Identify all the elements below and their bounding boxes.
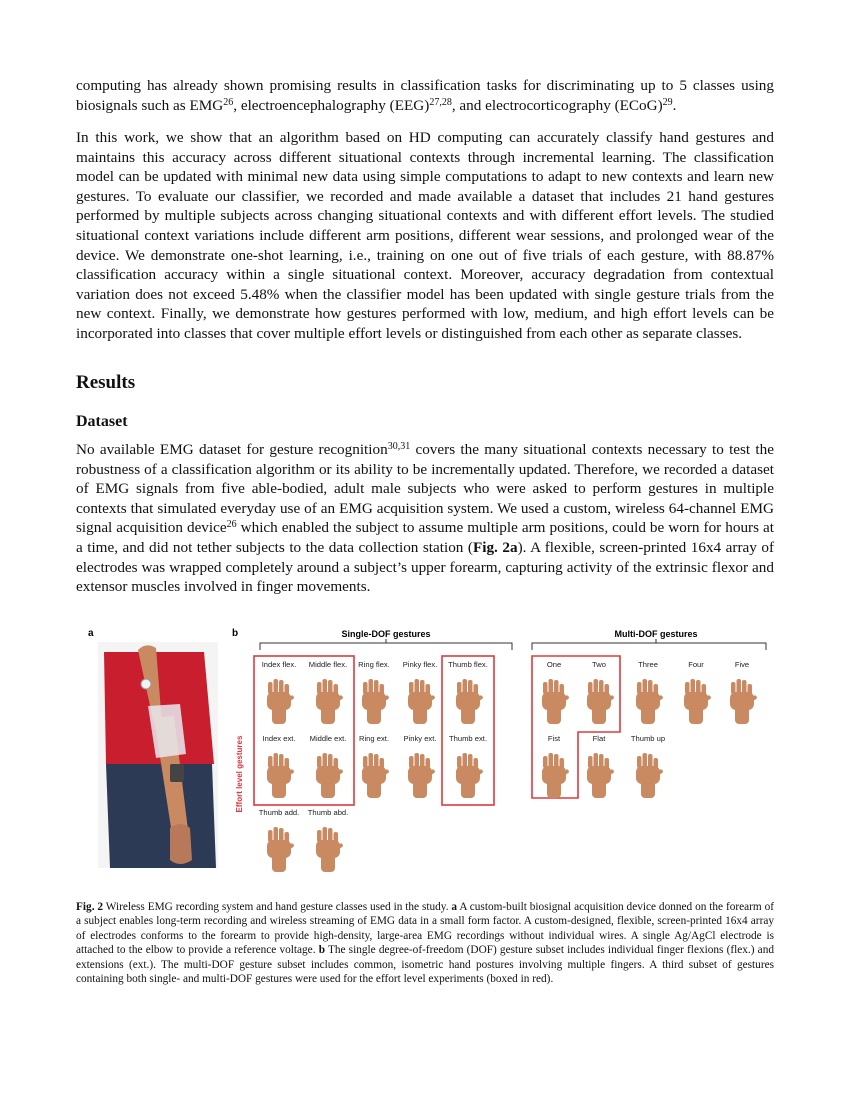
gesture-label: Middle flex. [308,660,348,669]
dataset-paragraph [76,440,774,597]
figure-reference: Fig. 2a [472,538,518,556]
hand-icon [362,753,390,798]
gesture-label: Pinky flex. [402,660,438,669]
gesture-label: Thumb add. [258,808,300,817]
hand-icon [587,753,615,798]
text-span: covers the many situational contexts necessary to test the robustness of a classification algorithm or its ability to be incrementally updated. Therefore, we recorded a dataset of EMG signals from five able-bodied, adult male subjects who were asked to perform gestures in multiple contexts that simulated everyday use of an EMG acquisition system. We used a custom, wireless 64-channel EMG signal acquisition device [76,441,774,537]
text-span: Wireless EMG recording system and hand gesture classes used in the study. [103,901,452,913]
arm-photo [98,642,218,868]
gesture-label: One [546,660,562,669]
hand-icon [684,679,712,724]
single-dof-title: Single-DOF gestures [341,629,431,639]
gesture-label: Thumb up [630,734,666,743]
hand-icon [316,679,344,724]
text-span: A custom-built biosignal acquisition device donned on the forearm of a subject enables long-term recording and wireless streaming of EMG data in a small form factor. A custom-designed, flexible, screen-printed 16x4 array of electrodes conforms to the forearm to provide high-density, large-area EMG recordings without individual wires. A single Ag/AgCl electrode is attached to the elbow to provide a reference voltage. [76,901,774,957]
single-dof-bracket [260,639,512,650]
gesture-label: Ring ext. [359,734,389,743]
multi-dof-bracket [532,639,766,650]
gesture-label: Middle ext. [309,734,347,743]
hand-icon [267,753,295,798]
figure-caption [76,900,774,986]
gesture-label: Thumb abd. [307,808,349,817]
citation: 26 [223,96,234,108]
gesture-label: Thumb flex. [448,660,488,669]
gesture-label: Index ext. [262,734,296,743]
hand-icon [456,679,484,724]
gesture-label: Fist [547,734,561,743]
text-span: , electroencephalography (EEG) [233,96,430,114]
citation: 26 [226,519,237,531]
citation: 30,31 [387,441,411,452]
gesture-label: Ring flex. [358,660,390,669]
caption-label: Fig. 2 [76,901,104,913]
text-span: . [672,96,677,114]
hand-icon [587,679,615,724]
gesture-label: Thumb ext. [449,734,487,743]
citation: 29 [662,96,673,108]
hand-icon [408,753,436,798]
hand-icon [636,679,664,724]
hand-icon [316,753,344,798]
multi-dof-title: Multi-DOF gestures [614,629,698,639]
caption-panel-ref: a [451,901,458,913]
caption-panel-ref: b [318,944,325,957]
intro-paragraph [76,76,774,115]
text-span: which enabled the subject to assume multiple arm positions, could be worn for hours at a time, and did not tether subjects to the data collection station ( [76,519,774,556]
effort-level-label: Effort level gestures [235,735,244,813]
panel-a-label: a [88,628,94,639]
gesture-label: Four [688,660,704,669]
hand-icon [408,679,436,724]
hand-icon [267,827,295,872]
gesture-label: Flat [592,734,606,743]
text-span: No available EMG dataset for gesture recognition [76,441,388,458]
text-span: computing has already shown promising results in classification tasks for discriminating up to 5 classes using biosignals such as EMG [76,77,774,114]
hand-icon [362,679,390,724]
gesture-label: Five [734,660,750,669]
jeans [106,764,216,868]
figure-2 [76,624,774,874]
hand-icon [267,679,295,724]
work-paragraph: In this work, we show that an algorithm based on HD computing can accurately classify hand gestures and maintains this accuracy across different situational contexts through incremental learning. The classification model can be updated with minimal new data using simple computations to adapt to new contexts and learn new gestures. To evaluate our classifier, we recorded and made available a dataset that includes 21 hand gestures performed by multiple subjects across changing situational contexts and with different effort levels. The studied situational context variations include different arm positions, different wear sessions, and prolonged wear of the device. We demonstrate one-shot learning, i.e., training on one out of five trials of each gesture, with 88.87% classification accuracy within a single situational context. Moreover, accuracy degradation from contextual variation does not exceed 5.48% when the classifier model has been updated with single gesture trials from the new context. Finally, we demonstrate how gestures performed with low, medium, and high effort levels can be incorporated into classes that cover multiple effort levels or distinguished from each other as separate classes. [76,129,774,342]
panel-b-label: b [232,628,239,639]
fist [170,824,192,864]
hand-illustrations [267,679,758,872]
hand-icon [456,753,484,798]
gesture-label: Pinky ext. [403,734,437,743]
gesture-label: Two [592,660,606,669]
effort-box-index-middle [254,656,354,805]
gesture-label: Index flex. [261,660,297,669]
citation: 27,28 [429,96,452,108]
hand-icon [316,827,344,872]
subsection-title: Dataset [76,413,128,430]
reference-electrode [141,679,151,689]
gesture-label: Three [638,660,658,669]
text-span: ). A flexible, screen-printed 16x4 array of electrodes was wrapped completely around a subject’s upper forearm, capturing activity of the extrinsic flexor and extensor muscles involved in finger movements. [76,538,775,596]
hand-icon [542,753,570,798]
text-span: , and electrocorticography (ECoG) [451,96,663,114]
hand-icon [636,753,664,798]
hand-icon [542,679,570,724]
text-span: The single degree-of-freedom (DOF) gesture subset includes individual finger flexions (flex.) and extensions (ext.). The multi-DOF gesture subset includes common, isometric hand postures involving multiple fingers. A third subset of gestures containing both single- and multi-DOF gestures were used for the effort level experiments (boxed in red). [76,944,774,986]
hand-icon [730,679,758,724]
section-title: Results [76,372,136,393]
acquisition-device [170,764,184,782]
